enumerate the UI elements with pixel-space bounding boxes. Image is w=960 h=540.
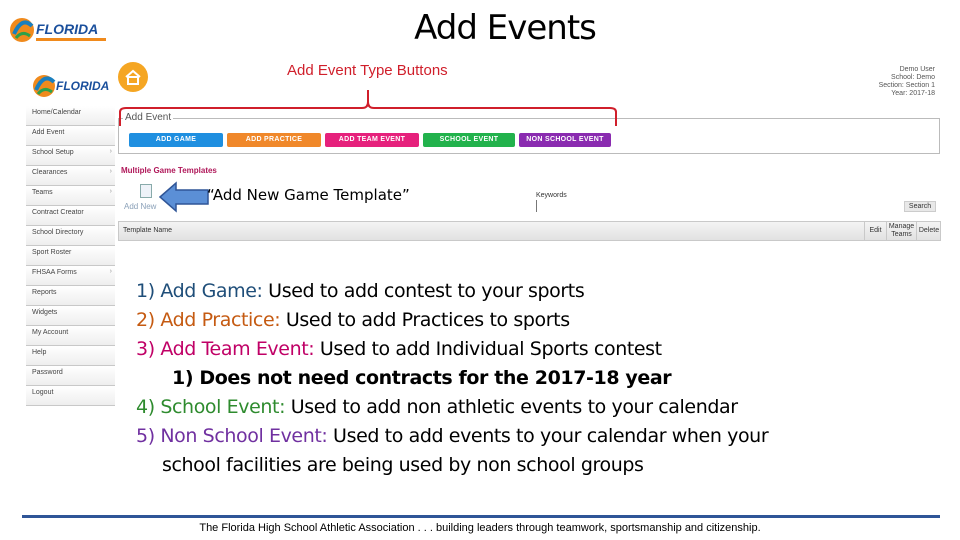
sidebar xyxy=(26,106,115,406)
annotation-type-buttons: Add Event Type Buttons xyxy=(287,62,448,79)
sidebar-item-password[interactable]: Password xyxy=(26,366,115,386)
add-game-button[interactable]: ADD GAME xyxy=(129,133,223,147)
add-event-legend: Add Event xyxy=(125,112,172,123)
sidebar-item-fhsaa-forms[interactable]: FHSAA Forms › xyxy=(26,266,115,286)
app-logo xyxy=(30,64,114,104)
templates-table-header xyxy=(118,221,941,241)
note-school-event: 4) School Event: Used to add non athletic events to your calendar xyxy=(136,396,738,418)
home-icon xyxy=(124,69,142,85)
chevron-right-icon: › xyxy=(109,168,112,175)
chevron-right-icon: › xyxy=(109,148,112,155)
sidebar-item-add-event[interactable]: Add Event xyxy=(26,126,115,146)
document-icon xyxy=(140,184,152,198)
sidebar-item-clearances[interactable]: Clearances › xyxy=(26,166,115,186)
sidebar-item-school-directory[interactable]: School Directory xyxy=(26,226,115,246)
column-delete: Delete xyxy=(916,222,941,240)
add-new-template-button[interactable]: Add New xyxy=(124,184,164,212)
arrow-left-icon xyxy=(158,180,210,214)
add-practice-button[interactable]: ADD PRACTICE xyxy=(227,133,321,147)
sidebar-item-sport-roster[interactable]: Sport Roster xyxy=(26,246,115,266)
sidebar-item-teams[interactable]: Teams › xyxy=(26,186,115,206)
search-button[interactable]: Search xyxy=(904,201,936,212)
svg-text:FLORIDA: FLORIDA xyxy=(56,79,110,93)
templates-title: Multiple Game Templates xyxy=(121,166,217,175)
annotation-add-new-template: “Add New Game Template” xyxy=(207,186,410,204)
column-template-name: Template Name xyxy=(123,227,173,234)
sidebar-item-reports[interactable]: Reports xyxy=(26,286,115,306)
non-school-event-button[interactable]: NON SCHOOL EVENT xyxy=(519,133,611,147)
note-add-team-event: 3) Add Team Event: Used to add Individual Sports contest xyxy=(136,338,662,360)
column-edit: Edit xyxy=(864,222,886,240)
footer-rule xyxy=(22,515,940,518)
sidebar-item-school-setup[interactable]: School Setup › xyxy=(26,146,115,166)
slide-title: Add Events xyxy=(414,8,596,48)
note-non-school-event-cont: school facilities are being used by non school groups xyxy=(162,454,644,476)
event-type-notes xyxy=(136,277,768,480)
chevron-right-icon: › xyxy=(109,268,112,275)
sidebar-item-help[interactable]: Help xyxy=(26,346,115,366)
note-add-game: 1) Add Game: Used to add contest to your sports xyxy=(136,280,585,302)
note-add-practice: 2) Add Practice: Used to add Practices to sports xyxy=(136,309,570,331)
sidebar-item-home[interactable]: Home/Calendar xyxy=(26,106,115,126)
footer-text: The Florida High School Athletic Association . . . building leaders through teamwork, sportsmanship and citizenship. xyxy=(199,522,761,534)
column-manage-teams: Manage Teams xyxy=(886,222,916,240)
note-non-school-event: 5) Non School Event: Used to add events to your calendar when your xyxy=(136,425,769,447)
user-info: Demo User School: Demo Section: Section 1 Year: 2017-18 xyxy=(878,66,935,97)
sidebar-item-my-account[interactable]: My Account xyxy=(26,326,115,346)
chevron-right-icon: › xyxy=(109,188,112,195)
sidebar-item-widgets[interactable]: Widgets xyxy=(26,306,115,326)
sidebar-item-logout[interactable]: Logout xyxy=(26,386,115,406)
school-event-button[interactable]: SCHOOL EVENT xyxy=(423,133,515,147)
annotation-brace xyxy=(118,86,618,132)
svg-text:FLORIDA: FLORIDA xyxy=(36,21,99,37)
add-team-event-button[interactable]: ADD TEAM EVENT xyxy=(325,133,419,147)
keywords-label: Keywords xyxy=(536,192,567,199)
keywords-input[interactable] xyxy=(536,200,896,212)
note-contracts: 1) Does not need contracts for the 2017-18 year xyxy=(172,367,672,389)
sidebar-item-contract-creator[interactable]: Contract Creator xyxy=(26,206,115,226)
